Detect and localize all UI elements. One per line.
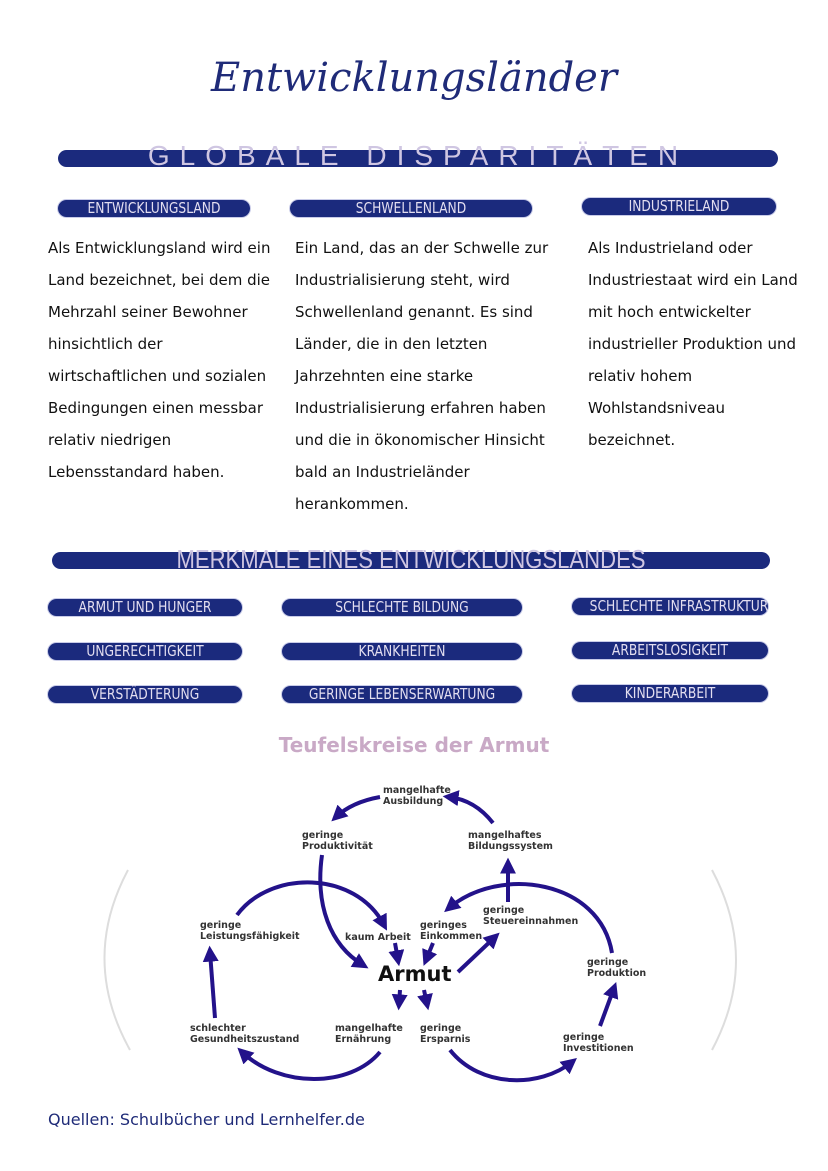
arrow — [600, 988, 614, 1026]
node-einkommen: geringes Einkommen — [420, 920, 483, 942]
feature-text: SCHLECHTE BILDUNG — [335, 598, 469, 616]
decorative-bracket-right — [712, 870, 736, 1050]
arrow — [458, 937, 495, 972]
heading-text: INDUSTRIELAND — [628, 197, 730, 215]
node-produktion: geringe Produktion — [587, 957, 647, 979]
arrow — [242, 1052, 380, 1079]
feature-text: VERSTÄDTERUNG — [90, 685, 200, 703]
definition-entwicklungsland: Als Entwicklungsland wird ein Land bezeichnet, bei dem die Mehrzahl seiner Bewohner hinsichtlich der wirtschaftlichen und sozialen Bedingungen einen messbar relativ niedrigen Lebensstandard haben. — [48, 239, 271, 481]
node-leistung: geringe Leistungsfähigkeit — [200, 920, 300, 942]
arrow — [450, 1050, 572, 1080]
arrow — [399, 990, 400, 1004]
node-bildungssystem: mangelhaftes Bildungssystem — [468, 830, 553, 852]
node-gesundheit: schlechter Gesundheitszustand — [190, 1023, 300, 1045]
node-armut: Armut — [378, 962, 452, 986]
decorative-bracket-left — [104, 870, 130, 1050]
feature-text: KRANKHEITEN — [358, 642, 446, 660]
feature-text: ARMUT UND HUNGER — [78, 598, 212, 616]
node-ausbildung: mangelhafte Ausbildung — [383, 785, 451, 807]
arrow — [426, 943, 433, 960]
feature-text: UNGERECHTIGKEIT — [86, 642, 204, 660]
feature-text: GERINGE LEBENSERWARTUNG — [308, 685, 496, 703]
page-title: Entwicklungsländer — [211, 55, 617, 101]
definition-industrieland: Als Industrieland oder Industriestaat wird ein Land mit hoch entwickelter industrieller Produktion und relativ hohem Wohlstandsniveau bezeichnet. — [588, 239, 798, 449]
arrow — [424, 990, 427, 1004]
arrow — [320, 855, 363, 965]
feature-text: ARBEITSLOSIGKEIT — [611, 641, 729, 659]
node-investitionen: geringe Investitionen — [563, 1032, 634, 1054]
banner-text: GLOBALE DISPARITÄTEN — [147, 140, 689, 171]
feature-text: SCHLECHTE INFRASTRUKTUR — [589, 597, 769, 615]
heading-text: ENTWICKLUNGSLAND — [87, 199, 221, 217]
node-ersparnis: geringe Ersparnis — [420, 1023, 471, 1045]
node-ernaehrung: mangelhafte Ernährung — [335, 1023, 403, 1045]
feature-text: KINDERARBEIT — [624, 684, 716, 702]
heading-text: SCHWELLENLAND — [355, 199, 467, 217]
arrow — [210, 952, 215, 1018]
diagram-title: Teufelskreise der Armut — [278, 733, 550, 757]
sources-footer: Quellen: Schulbücher und Lernhelfer.de — [48, 1110, 365, 1129]
arrow — [449, 797, 493, 823]
node-produktivitaet: geringe Produktivität — [302, 830, 373, 852]
arrow — [395, 943, 398, 960]
definition-schwellenland: Ein Land, das an der Schwelle zur Industrialisierung steht, wird Schwellenland genannt. Es sind Länder, die in den letzten Jahrzehnten eine starke Industrialisierung erfahren haben und die in ökonomischer Hinsicht bald an Industrieländer herankommen. — [295, 239, 549, 513]
node-steuer: geringe Steuereinnahmen — [483, 905, 579, 927]
arrow — [336, 797, 380, 817]
arrow — [237, 882, 384, 925]
banner-text: MERKMALE EINES ENTWICKLUNGSLANDES — [176, 544, 646, 574]
node-arbeit: kaum Arbeit — [345, 932, 411, 943]
